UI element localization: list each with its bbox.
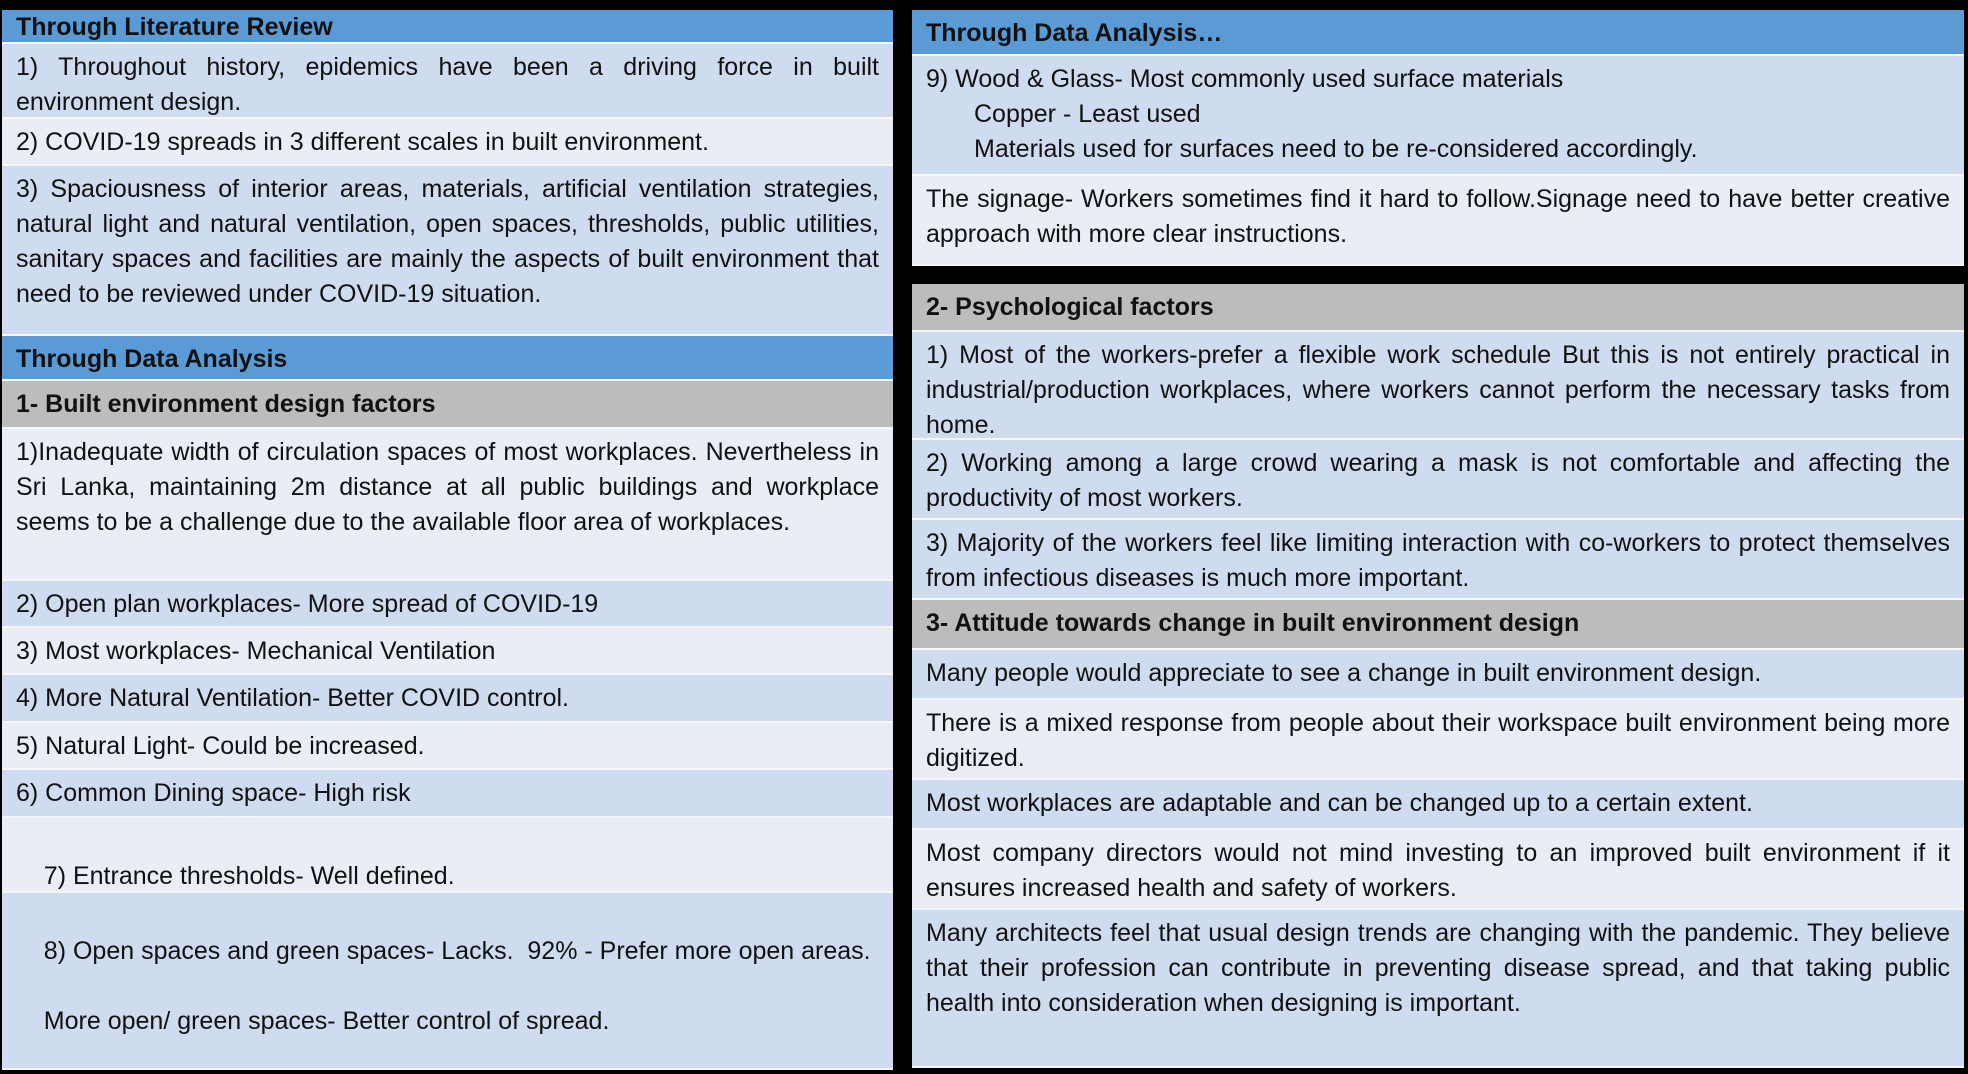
psychological-factors-header: 2- Psychological factors	[912, 284, 1964, 332]
attitude-item-3: Most workplaces are adaptable and can be changed up to a certain extent.	[912, 780, 1964, 830]
literature-and-analysis-panel	[2, 10, 893, 1070]
data-analysis-continued-header: Through Data Analysis…	[912, 10, 1964, 56]
lit-item-3: 3) Spaciousness of interior areas, materials, artificial ventilation strategies, natural light and natural ventilation, open spaces, thresholds, public utilities, sanitary spaces and facilities are mainly the aspects of built environment that need to be reviewed under COVID-19 situation.	[2, 166, 893, 335]
attitude-item-2: There is a mixed response from people about their workspace built environment being more digitized.	[912, 700, 1964, 780]
materials-line-2: Copper - Least used	[974, 100, 1201, 128]
data-analysis-continued-panel	[912, 10, 1964, 266]
built-environment-factors-header: 1- Built environment design factors	[2, 381, 893, 428]
psych-item-2: 2) Working among a large crowd wearing a mask is not comfortable and affecting the productivity of most workers.	[912, 440, 1964, 520]
design-item-2: 2) Open plan workplaces- More spread of COVID-19	[2, 581, 893, 628]
design-item-8-line-1: 8) Open spaces and green spaces- Lacks. 92% - Prefer more open areas.	[43, 937, 871, 966]
psych-item-3: 3) Majority of the workers feel like limiting interaction with co-workers to protect themselves from infectious diseases is much more important.	[912, 520, 1964, 600]
materials-item	[912, 56, 1964, 176]
data-analysis-header: Through Data Analysis	[2, 336, 893, 382]
attitude-item-4: Most company directors would not mind investing to an improved built environment if it ensures increased health and safety of workers.	[912, 830, 1964, 910]
materials-line-1: 9) Wood & Glass- Most commonly used surface materials	[926, 65, 1564, 93]
design-item-3: 3) Most workplaces- Mechanical Ventilation	[2, 628, 893, 675]
design-item-6: 6) Common Dining space- High risk	[2, 770, 893, 817]
attitude-header: 3- Attitude towards change in built environment design	[912, 600, 1964, 650]
design-item-7-line-1: 7) Entrance thresholds- Well defined.	[43, 861, 455, 890]
literature-review-header: Through Literature Review	[2, 10, 893, 44]
lit-item-1: 1) Throughout history, epidemics have been a driving force in built environment design.	[2, 44, 893, 119]
design-item-1: 1)Inadequate width of circulation spaces of most workplaces. Nevertheless in Sri Lanka, maintaining 2m distance at all public buildings and workplace seems to be a challenge due to the available floor area of workplaces.	[2, 429, 893, 581]
design-item-4: 4) More Natural Ventilation- Better COVID control.	[2, 675, 893, 722]
psych-item-1: 1) Most of the workers-prefer a flexible work schedule But this is not entirely practical in industrial/production workplaces, where workers cannot perform the necessary tasks from home.	[912, 332, 1964, 440]
design-item-5: 5) Natural Light- Could be increased.	[2, 723, 893, 770]
design-item-7	[2, 818, 893, 893]
psychological-and-attitude-panel	[912, 284, 1964, 1068]
materials-line-3: Materials used for surfaces need to be re-considered accordingly.	[974, 135, 1698, 163]
design-item-8-line-2: More open/ green spaces- Better control of spread.	[43, 1007, 610, 1036]
signage-item: The signage- Workers sometimes find it hard to follow.Signage need to have better creative approach with more clear instructions.	[912, 176, 1964, 266]
lit-item-2: 2) COVID-19 spreads in 3 different scales in built environment.	[2, 119, 893, 166]
attitude-item-1: Many people would appreciate to see a change in built environment design.	[912, 650, 1964, 700]
attitude-item-5: Many architects feel that usual design trends are changing with the pandemic. They believe that their profession can contribute in preventing disease spread, and that taking public health into consideration when designing is important.	[912, 910, 1964, 1068]
design-item-8	[2, 893, 893, 1070]
